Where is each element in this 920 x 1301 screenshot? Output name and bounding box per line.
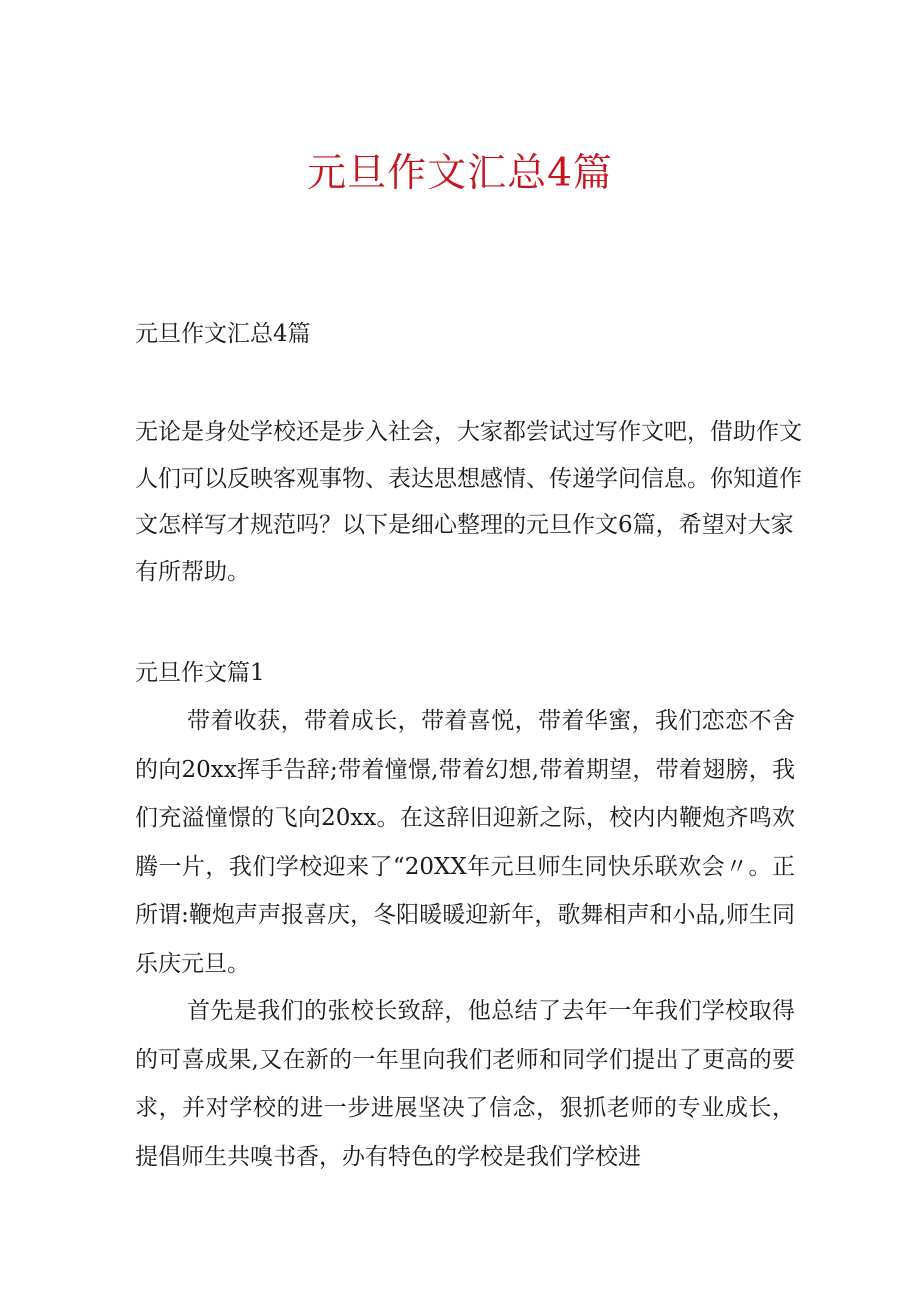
document-subtitle: 元旦作文汇总4篇 [135, 321, 311, 347]
intro-paragraph: 无论是身处学校还是步入社会，大家都尝试过写作文吧，借助作文人们可以反映客观事物、表达思想感情、传递学问信息。你知道作文怎样写才规范吗？以下是细心整理的元旦作文6篇，希望对大家有所帮助。 [135, 419, 802, 585]
section-heading: 元旦作文篇1 [135, 660, 265, 686]
page-title: 元旦作文汇总4篇 [307, 151, 613, 196]
body-paragraph: 带着收获，带着成长，带着喜悦，带着华蜜，我们恋恋不舍的向20xx挥手告辞;带着憧憬,带着幻想,带着期望，带着翅膀，我们充溢憧憬的飞向20xx。在这辞旧迎新之际，校内内鞭炮齐鸣欢腾一片，我们学校迎来了“20XX年元旦师生同快乐联欢会〃。正所谓:鞭炮声声报喜庆，冬阳暖暖迎新年，歌舞相声和小品,师生同乐庆元旦。 [135, 708, 795, 977]
body-paragraph: 首先是我们的张校长致辞，他总结了去年一年我们学校取得的可喜成果,又在新的一年里向我们老师和同学们提出了更高的要求，并对学校的进一步进展坚决了信念，狠抓老师的专业成长，提倡师生共嗅书香，办有特色的学校是我们学校进 [135, 998, 795, 1170]
